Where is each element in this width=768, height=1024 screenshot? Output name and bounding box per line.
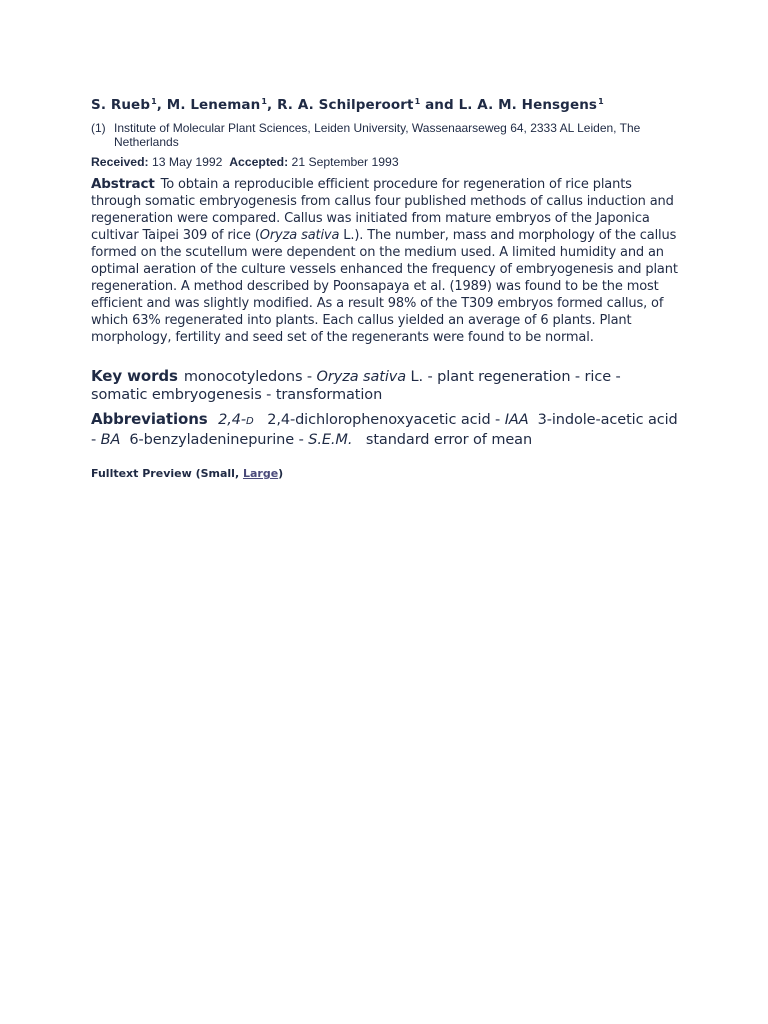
author-name: S. Rueb (91, 97, 151, 113)
keywords-heading: Key words (91, 367, 178, 385)
abbreviation-definition: 2,4-dichlorophenoxyacetic acid - (267, 412, 505, 428)
species-name: Oryza sativa (316, 369, 407, 385)
abbreviation-term: IAA (504, 412, 529, 428)
affiliation-number: (1) (91, 121, 106, 135)
author-and: and (420, 97, 459, 113)
keywords (91, 367, 681, 404)
preview-label: Fulltext Preview (Small, (91, 467, 243, 480)
abstract-heading: Abstract (91, 176, 155, 192)
received-date: 13 May 1992 (151, 155, 223, 169)
abstract (91, 176, 681, 346)
abbreviation-definition: 3-indole-acetic acid - (91, 412, 678, 448)
author-separator: , (267, 97, 278, 113)
affiliation (91, 121, 681, 149)
species-name: Oryza sativa (259, 228, 340, 243)
fulltext-preview (91, 467, 283, 480)
author-name: R. A. Schilperoort (277, 97, 414, 113)
author-name: L. A. M. Hensgens (458, 97, 598, 113)
abbreviation-term: 2,4-D (218, 412, 254, 428)
article-dates (91, 155, 399, 169)
author-affiliation-mark: 1 (151, 97, 157, 106)
abbreviation-definition: standard error of mean (365, 432, 533, 448)
accepted-label: Accepted: (229, 155, 289, 169)
keywords-text: L. - plant regeneration - rice - somatic embryogenesis - transformation (91, 369, 621, 403)
author-affiliation-mark: 1 (598, 97, 604, 106)
received-label: Received: (91, 155, 149, 169)
accepted-date: 21 September 1993 (291, 155, 399, 169)
abstract-text: To obtain a reproducible efficient procedure for regeneration of rice plants through somatic embryogenesis from callus four published methods of callus induction and regeneration were compared. Callus was initiated from mature embryos of the Japonica cultivar Taipei 309 of rice ( (91, 177, 674, 243)
abstract-text: L.). The number, mass and morphology of the callus formed on the scutellum were dependent on the medium used. A limited humidity and an optimal aeration of the culture vessels enhanced the frequency of embryogenesis and plant regeneration. A method described by Poonsapaya et al. (1989) was found to be the most efficient and was slightly modified. As a result 98% of the T309 embryos formed callus, of which 63% regenerated into plants. Each callus yielded an average of 6 plants. Plant morphology, fertility and seed set of the regenerants were found to be normal. (91, 228, 678, 345)
author-name: M. Leneman (166, 97, 261, 113)
abbreviation-term: BA (100, 432, 121, 448)
abbreviations-heading: Abbreviations (91, 410, 208, 428)
abbreviation-term: S.E.M. (308, 432, 353, 448)
abbreviations (91, 410, 681, 449)
author-affiliation-mark: 1 (414, 97, 421, 106)
author-affiliation-mark: 1 (261, 97, 268, 106)
author-separator: , (156, 97, 167, 113)
keywords-text: monocotyledons - (183, 369, 317, 385)
abbreviation-definition: 6-benzyladeninepurine - (129, 432, 309, 448)
author-list (91, 97, 604, 113)
large-preview-link[interactable]: Large (242, 467, 279, 480)
affiliation-text: Institute of Molecular Plant Sciences, Leiden University, Wassenaarseweg 64, 2333 AL Leiden, The Netherlands (114, 121, 641, 149)
preview-close: ) (278, 467, 284, 480)
